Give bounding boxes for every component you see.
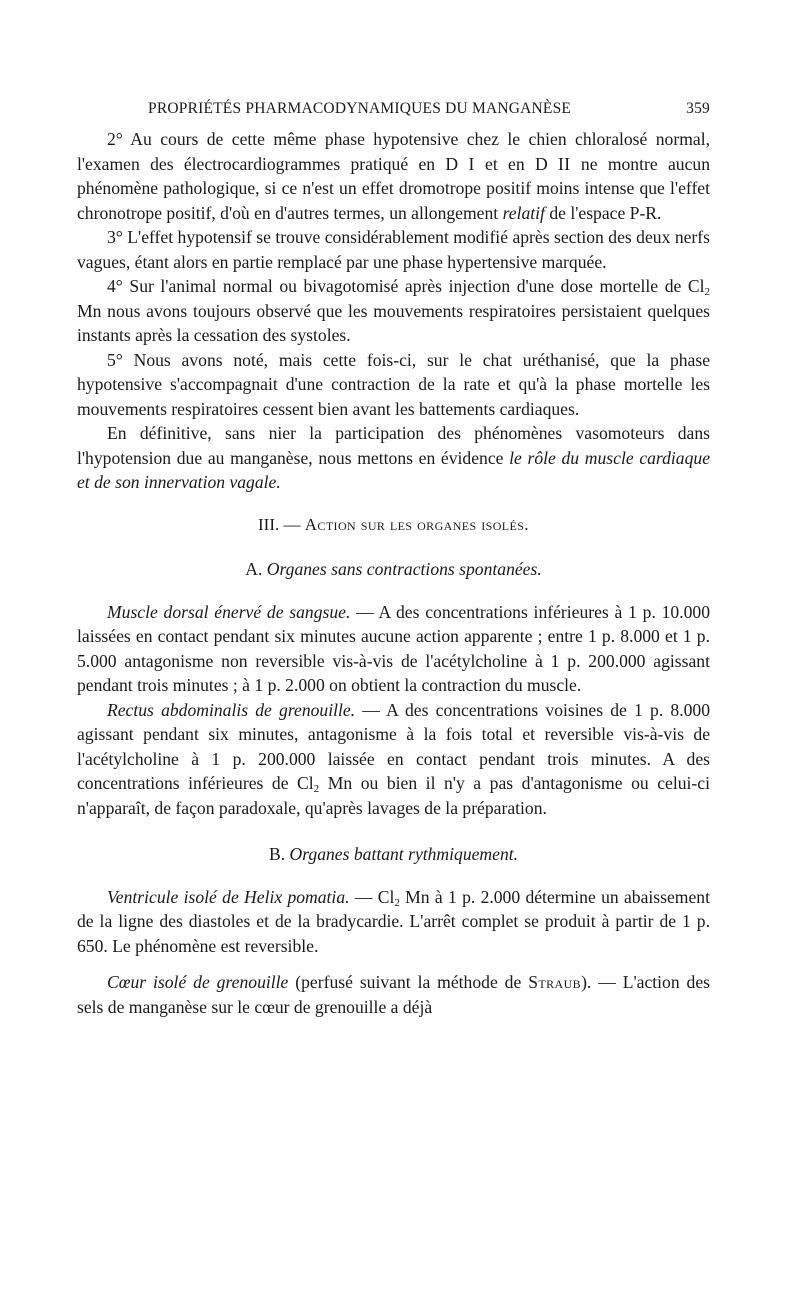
subheading-b bbox=[77, 842, 710, 867]
p4-subscript: 2 bbox=[704, 286, 710, 298]
b1-text-a: — Cl bbox=[354, 886, 395, 907]
p4-text-b: Mn nous avons toujours observé que les mouvements respiratoires persistaient quelques instants après la cessation des systoles. bbox=[77, 300, 710, 345]
a2-italic: Rectus abdominalis de grenouille. bbox=[107, 699, 356, 720]
a2-subscript: 2 bbox=[313, 783, 320, 795]
section-3-numeral: III. — bbox=[258, 514, 301, 534]
paragraph-2 bbox=[77, 127, 710, 225]
paragraph-a1 bbox=[77, 600, 710, 698]
paragraph-5: 5° Nous avons noté, mais cette fois-ci, sur le chat uréthanisé, que la phase hypotensive s'accompagnait d'une contraction de la rate et qu'à la phase mortelle les mouvements respiratoires cessent bien avant les battements cardiaques. bbox=[77, 349, 710, 419]
paragraph-b2 bbox=[77, 970, 710, 1019]
b1-subscript: 2 bbox=[394, 896, 400, 909]
p6-text-a: En définitive, sans nier la participation des phénomènes vasomoteurs dans l'hypotension due au manganèse, nous mettons en évidence bbox=[77, 423, 710, 468]
subheading-b-title: Organes battant rythmiquement. bbox=[289, 844, 519, 864]
subheading-a bbox=[77, 557, 710, 582]
b1-italic: Ventricule isolé de Helix pomatia. bbox=[107, 886, 350, 907]
running-title: PROPRIÉTÉS PHARMACODYNAMIQUES DU MANGANÈSE bbox=[148, 100, 572, 117]
p2-text-c: ne montre aucun phénomène pathologique, si ce n'est un effet dromotrope positif moins intense que l'effet chronotrope positif, d'où en d'autres termes, un allongement bbox=[77, 153, 710, 223]
subheading-a-letter: A. bbox=[245, 559, 263, 579]
page-number: 359 bbox=[686, 100, 710, 117]
lead-1: I bbox=[468, 153, 475, 174]
p2-text-a: 2° Au cours de cette même phase hypotensive chez le chien chloralosé normal, l'examen des électrocardiogrammes pratiqué en D bbox=[77, 129, 710, 174]
paragraph-4 bbox=[77, 274, 710, 348]
subheading-b-letter: B. bbox=[268, 844, 286, 864]
p4-text-a: 4° Sur l'animal normal ou bivagotomisé après injection d'une dose mortelle de Cl bbox=[107, 276, 705, 296]
paragraph-3: 3° L'effet hypotensif se trouve considérablement modifié après section des deux nerfs vagues, étant alors en partie remplacé par une phase hypertensive marquée. bbox=[77, 227, 710, 272]
author-straub: Straub bbox=[528, 972, 582, 992]
b2-text-b: ). — L'action des sels de manganèse sur le cœur de grenouille a déjà bbox=[77, 972, 711, 1017]
subheading-a-title: Organes sans contractions spontanées. bbox=[266, 559, 542, 579]
paragraph-b1 bbox=[77, 885, 710, 959]
a2-text-a: — A des concentrations voisines de 1 p. 8.000 agissant pendant six minutes, antagonisme à la fois total et reversible vis-à-vis de l'acétylcholine à 1 p. 200.000 laissée en contact pendant trois minutes. A des concentrations inférieures de Cl bbox=[77, 699, 710, 793]
section-heading-3 bbox=[77, 513, 710, 538]
body-text bbox=[77, 127, 710, 1019]
lead-2: II bbox=[558, 153, 571, 174]
p2-text-b: et en D bbox=[485, 153, 548, 174]
p6-italic: le rôle du muscle cardiaque et de son innervation vagale. bbox=[77, 447, 710, 492]
b2-text-a: (perfusé suivant la méthode de bbox=[295, 972, 522, 992]
b2-italic: Cœur isolé de grenouille bbox=[107, 972, 289, 992]
paragraph-a2 bbox=[77, 698, 710, 821]
paragraph-6 bbox=[77, 421, 710, 495]
a2-text-b: Mn ou bien il n'y a pas d'antagonisme ou celui-ci n'apparaît, de façon paradoxale, qu'après lavages de la préparation. bbox=[77, 773, 710, 818]
p2-italic: relatif bbox=[502, 202, 545, 223]
a1-italic: Muscle dorsal énervé de sangsue. bbox=[107, 601, 351, 622]
a1-text: — A des concentrations inférieures à 1 p. 10.000 laissées en contact pendant six minutes aucune action apparente ; entre 1 p. 8.000 et 1 p. 5.000 antagonisme non reversible vis-à-vis de l'acétylcholine à 1 p. 200.000 agissant pendant trois minutes ; à 1 p. 2.000 on obtient la contraction du muscle. bbox=[77, 601, 710, 695]
p2-text-d: de l'espace P-R. bbox=[549, 202, 662, 223]
section-3-title: Action sur les organes isolés. bbox=[304, 514, 529, 534]
b1-text-b: Mn à 1 p. 2.000 détermine un abaissement de la ligne des diastoles et de la bradycardie. L'arrêt complet se produit à partir de 1 p. 650. Le phénomène est reversible. bbox=[77, 886, 710, 956]
